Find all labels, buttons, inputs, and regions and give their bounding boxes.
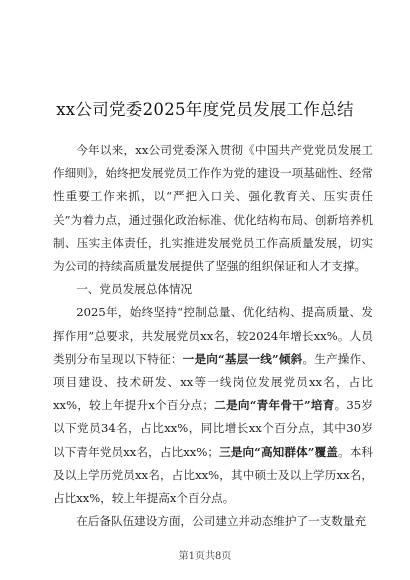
highlight-education: 三是向“高知群体”覆盖 xyxy=(218,444,338,459)
document-body xyxy=(53,139,373,533)
overview-text-c: 。生产操作、项目建设、技术研发、xx等一线岗位发展党员xx名，占比xx%，较上年提升x个百分点； xyxy=(53,351,373,413)
section-heading: 一、党员发展总体情况 xyxy=(76,282,193,297)
overview-text-e: 。本科及以上学历党员xx名，占比xx%，其中硕士及以上学历xx名，占比xx%，较上年提高x个百分点。 xyxy=(53,444,374,506)
page-number: 第1页共8页 xyxy=(178,551,232,562)
paragraph-overview xyxy=(53,301,373,510)
highlight-youth: 二是向“青年骨干”培育 xyxy=(214,398,335,413)
paragraph-reserve: 在后备队伍建设方面，公司建立并动态维护了一支数量充 xyxy=(76,514,367,529)
overview-text-d: 。35岁以下党员34名，占比xx%，同比增长xx个百分点，其中30岁以下青年党员xx名，占比xx%； xyxy=(53,398,373,459)
overview-text-a: 2025年，始终坚持“控制总量、优化结构、提高质量、发挥作用”总要求，共发展党员xx名，较2024年增长xx%。人员类别分布呈现以下特征： xyxy=(53,305,373,366)
highlight-grassroots: 一是向“基层一线”倾斜 xyxy=(182,351,303,366)
paragraph-intro: 今年以来，xx公司党委深入贯彻《中国共产党党员发展工作细则》，始终把发展党员工作作为党的建设一项基础性、经常性重要工作来抓，以“严把入口关、强化教育关、压实责任关”为着力点，通过强化政治标准、优化结构布局、创新培养机制、压实主体责任，扎实推进发展党员工作高质量发展，切实为公司的持续高质量发展提供了坚强的组织保证和人才支撑。 xyxy=(53,143,373,274)
document-title: xx公司党委2025年度党员发展工作总结 xyxy=(56,100,354,119)
